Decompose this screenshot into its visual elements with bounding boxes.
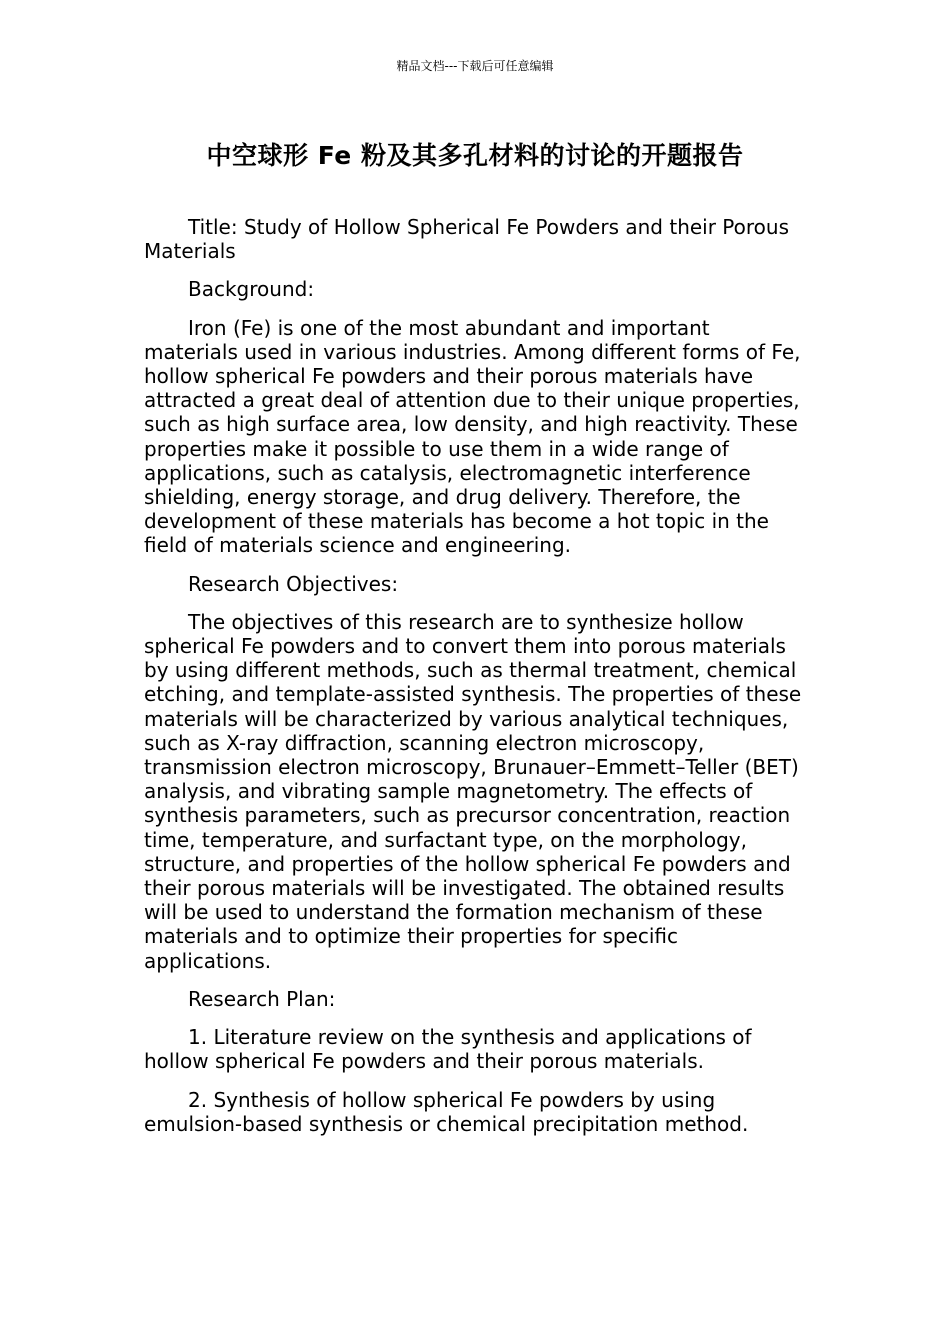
paragraph-plan-heading: Research Plan: (188, 986, 336, 1011)
paragraph-background-text: Iron (Fe) is one of the most abundant and important materials used in various industries. Among different forms of Fe, hollow spherical Fe powders and their porous materials have attracted a great deal of attention due to their unique properties, such as high surface area, low density, and high reactivity. These properties make it possible to use them in a wide range of applications, such as catalysis, electromagnetic interference shielding, energy storage, and drug delivery. Therefore, the development of these materials has become a hot topic in the field of materials science and engineering. (144, 315, 801, 558)
paragraph-background-heading: Background: (188, 277, 315, 302)
document-title: 中空球形 Fe 粉及其多孔材料的讨论的开题报告 (206, 141, 744, 170)
paragraph-objectives-text: The objectives of this research are to synthesize hollow spherical Fe powders and to convert them into porous materials by using different methods, such as thermal treatment, chemical etching, and template-assisted synthesis. The properties of these materials will be characterized by various analytical techniques, such as X-ray diffraction, scanning electron microscopy, transmission electron microscopy, Brunauer–Emmett–Teller (BET) analysis, and vibrating sample magnetometry. The effects of synthesis parameters, such as precursor concentration, reaction time, temperature, and surfactant type, on the morphology, structure, and properties of the hollow spherical Fe powders and their porous materials will be investigated. The obtained results will be used to understand the formation mechanism of these materials and to optimize their properties for specific applications. (144, 609, 802, 973)
header-note: 精品文档---下载后可任意编辑 (396, 59, 554, 73)
paragraph-plan-item-2: 2. Synthesis of hollow spherical Fe powders by using emulsion-based synthesis or chemical precipitation method. (144, 1087, 749, 1136)
document-body (144, 215, 804, 1150)
paragraph-objectives-heading: Research Objectives: (188, 571, 399, 596)
paragraph-title-line: Title: Study of Hollow Spherical Fe Powders and their Porous Materials (144, 215, 790, 264)
paragraph-plan-item-1: 1. Literature review on the synthesis and applications of hollow spherical Fe powders and their porous materials. (144, 1025, 752, 1074)
